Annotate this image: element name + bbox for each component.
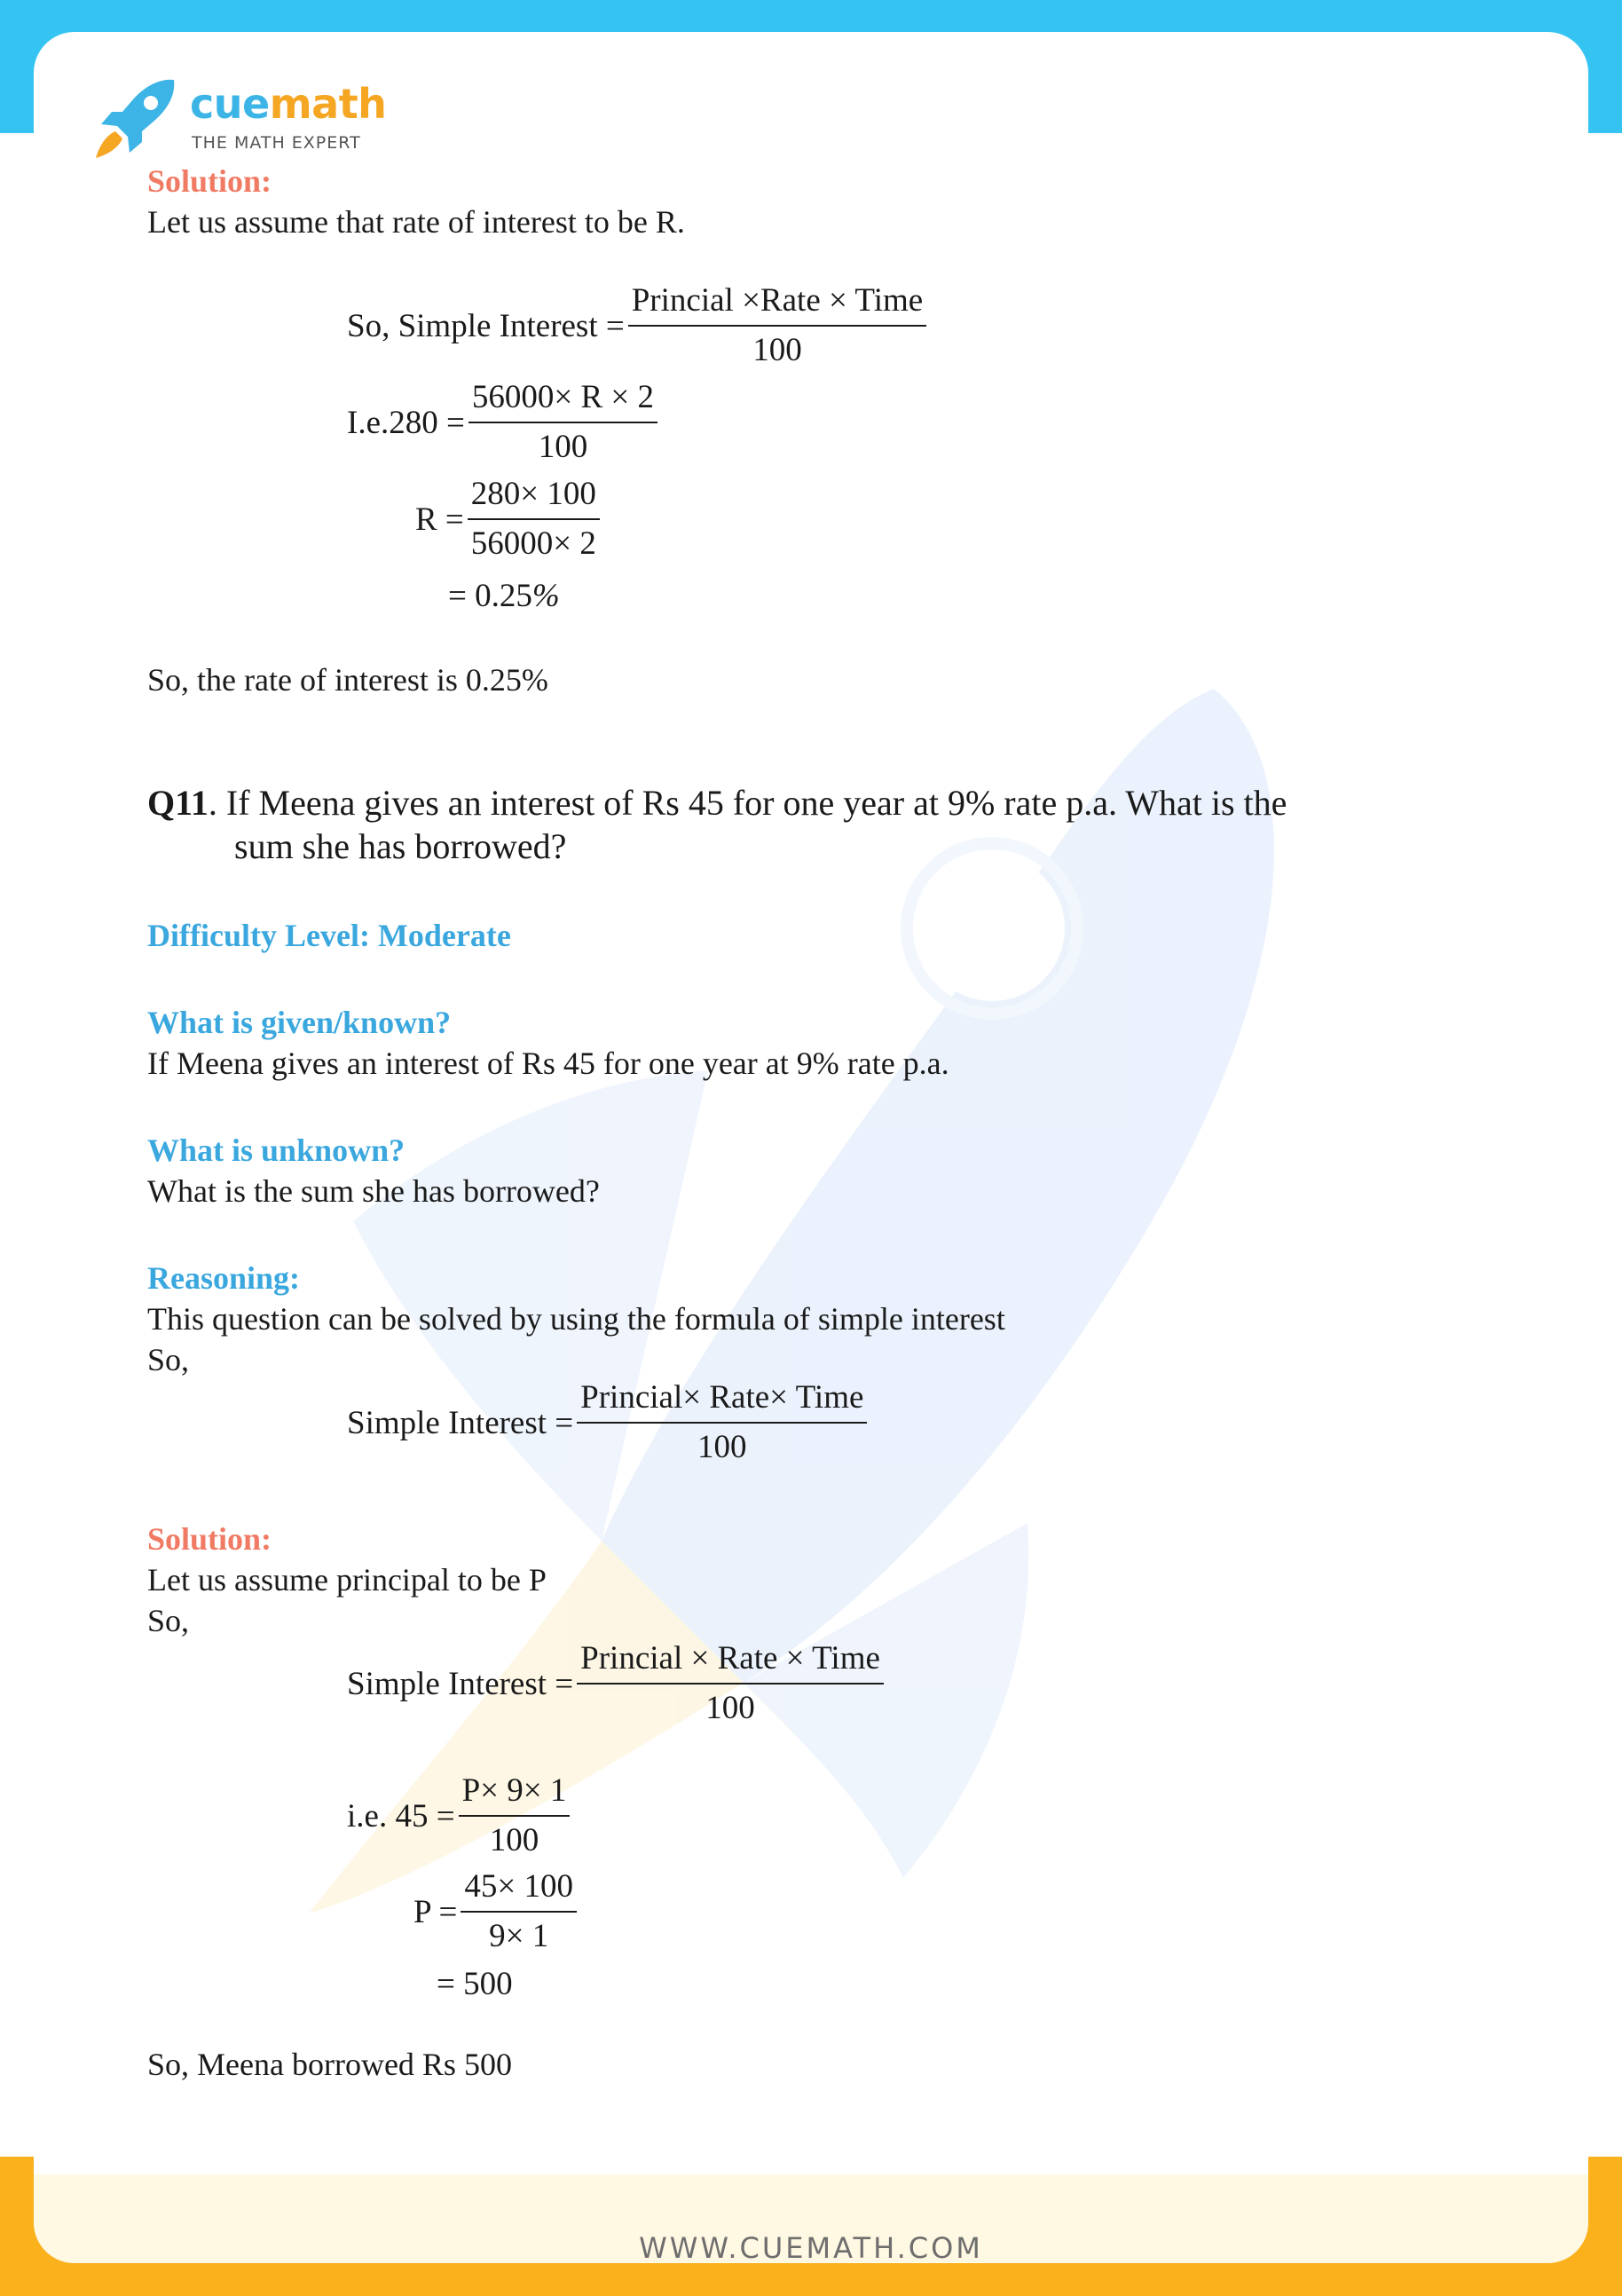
question-line-2: sum she has borrowed?	[234, 826, 567, 866]
rate-result	[448, 577, 560, 615]
question-number: Q11	[147, 783, 209, 823]
unknown-text: What is the sum she has borrowed?	[147, 1173, 600, 1209]
footer-website[interactable]: WWW.CUEMATH.COM	[639, 2231, 983, 2263]
denominator: 9× 1	[489, 1918, 549, 1954]
numerator: Princial ×Rate × Time	[628, 280, 926, 327]
eq-lhs: i.e. 45 =	[347, 1797, 455, 1834]
si-formula-equation	[347, 1638, 887, 1729]
reasoning-text: This question can be solved by using the formula of simple interest	[147, 1301, 1005, 1337]
numerator: 280× 100	[468, 474, 600, 520]
eq-lhs: So, Simple Interest =	[347, 307, 625, 344]
denominator: 100	[538, 429, 588, 465]
substitution-equation	[347, 1771, 573, 1861]
reasoning-heading: Reasoning:	[147, 1260, 301, 1296]
percent-sign: %	[531, 578, 560, 614]
eq-lhs: I.e.280 =	[347, 404, 465, 441]
solution-so: So,	[147, 1603, 190, 1638]
reasoning-so: So,	[147, 1342, 190, 1377]
principal-equation	[413, 1866, 580, 1957]
fraction	[459, 1771, 571, 1861]
denominator: 100	[705, 1690, 755, 1726]
eq-lhs: Simple Interest =	[347, 1665, 574, 1702]
numerator: 56000× R × 2	[468, 377, 657, 423]
rocket-logo-icon	[92, 76, 181, 162]
fraction	[468, 377, 657, 468]
question-line-1	[147, 782, 1287, 825]
solution-conclusion: So, Meena borrowed Rs 500	[147, 2047, 512, 2082]
rate-equation	[415, 474, 603, 564]
difficulty-level: Difficulty Level: Moderate	[147, 918, 511, 953]
solution-intro: Let us assume principal to be P	[147, 1562, 547, 1598]
numerator: P× 9× 1	[459, 1771, 571, 1817]
fraction	[461, 1866, 577, 1957]
given-text: If Meena gives an interest of Rs 45 for one year at 9% rate p.a.	[147, 1045, 949, 1081]
substitution-equation	[347, 377, 661, 468]
si-formula-equation	[347, 280, 930, 371]
logo-tagline: THE MATH EXPERT	[192, 133, 361, 153]
fraction	[577, 1377, 867, 1468]
fraction	[577, 1638, 884, 1729]
principal-result: = 500	[437, 1966, 513, 2002]
eq-lhs: R =	[415, 501, 464, 538]
result-value: = 0.25	[448, 578, 532, 614]
given-heading: What is given/known?	[147, 1005, 452, 1040]
numerator: Princial× Rate× Time	[577, 1377, 867, 1424]
solution-conclusion: So, the rate of interest is 0.25%	[147, 662, 548, 698]
cuemath-logo[interactable]	[92, 76, 387, 165]
fraction	[468, 474, 600, 564]
denominator: 56000× 2	[470, 525, 596, 562]
fraction	[628, 280, 926, 371]
solution-intro: Let us assume that rate of interest to be R.	[147, 204, 685, 240]
denominator: 100	[697, 1429, 747, 1465]
solution-heading: Solution:	[147, 1521, 272, 1557]
solution-heading: Solution:	[147, 163, 272, 199]
numerator: Princial × Rate × Time	[577, 1638, 884, 1685]
unknown-heading: What is unknown?	[147, 1132, 406, 1168]
eq-lhs: P =	[413, 1893, 458, 1930]
question-text: . If Meena gives an interest of Rs 45 for one year at 9% rate p.a. What is the	[208, 783, 1287, 823]
denominator: 100	[752, 332, 802, 368]
eq-lhs: Simple Interest =	[347, 1404, 574, 1441]
reasoning-formula-equation	[347, 1377, 870, 1468]
numerator: 45× 100	[461, 1866, 577, 1913]
denominator: 100	[489, 1822, 539, 1858]
logo-wordmark: cuemath	[190, 80, 387, 128]
